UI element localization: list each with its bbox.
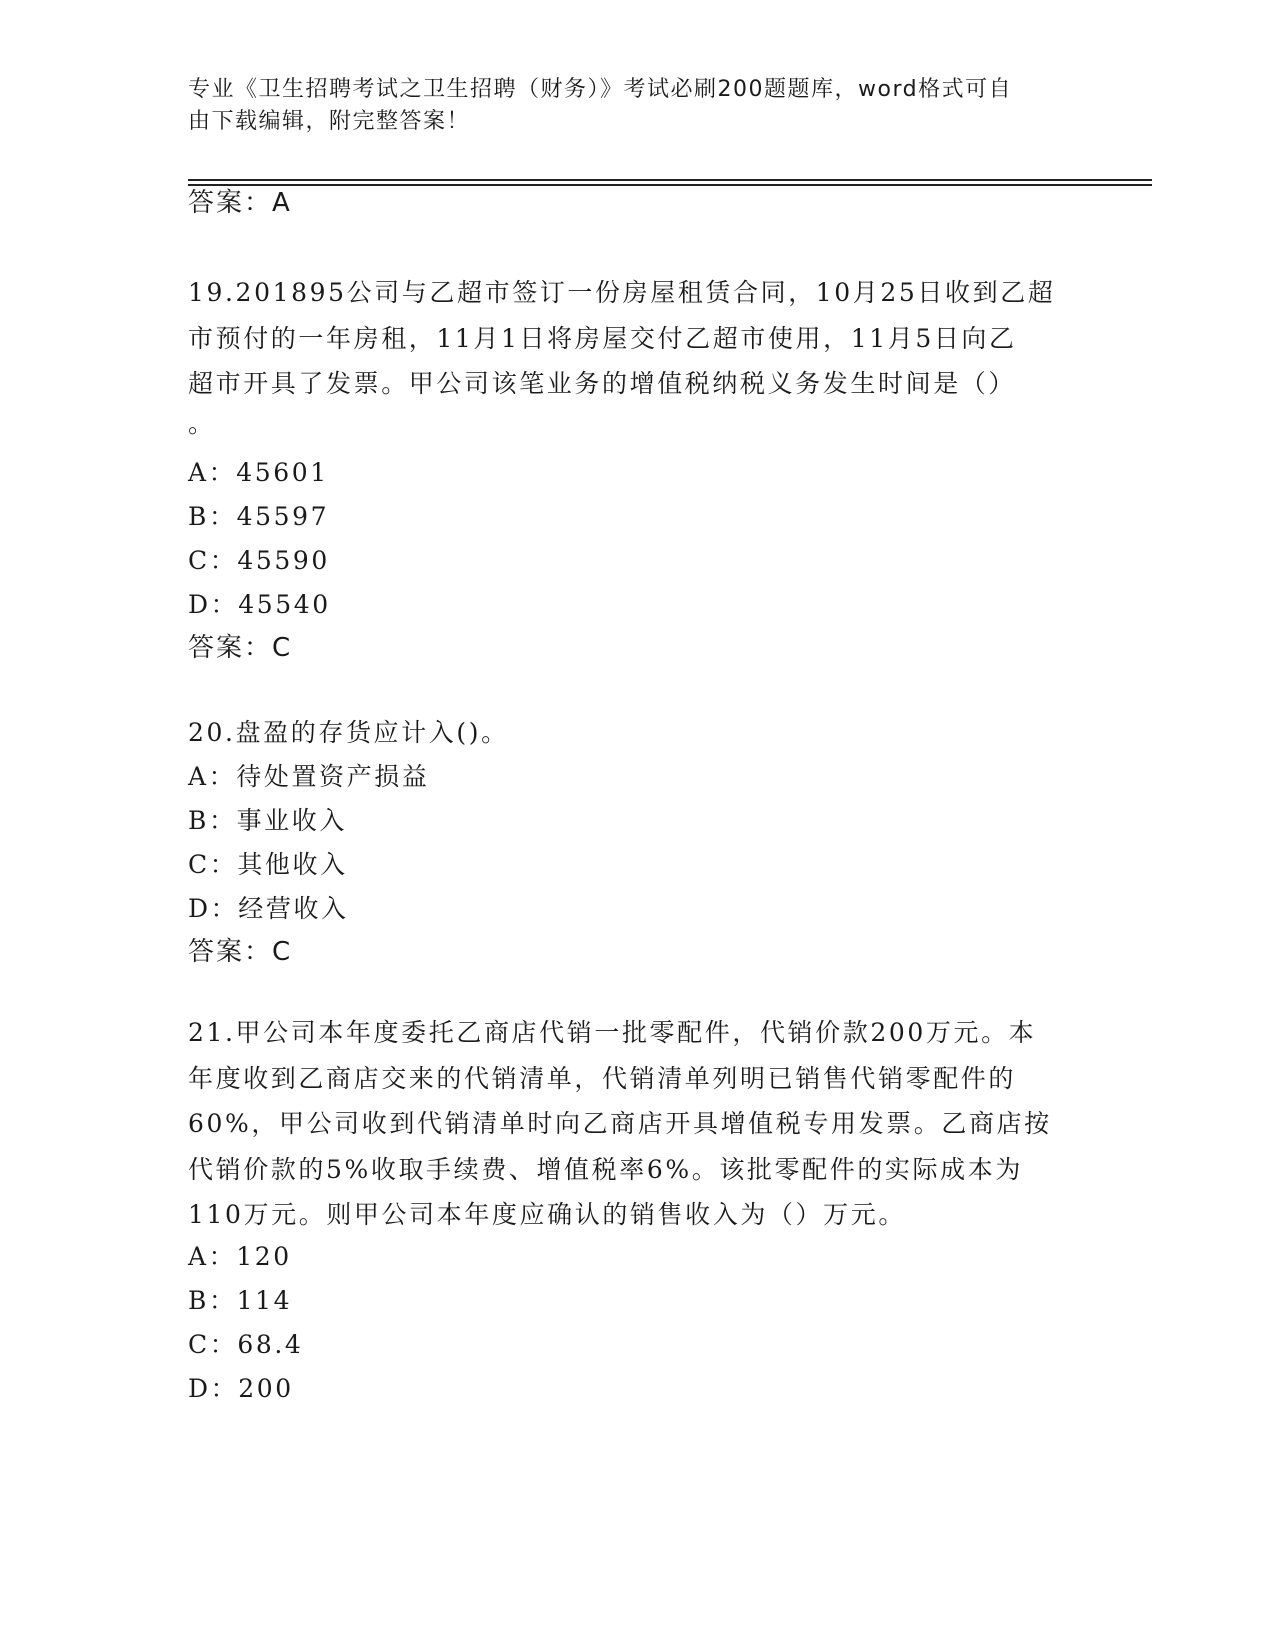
- question-text-line: 代销价款的5%收取手续费、增值税率6%。该批零配件的实际成本为: [188, 1154, 1023, 1184]
- question-text-line: 21.甲公司本年度委托乙商店代销一批零配件，代销价款200万元。本: [188, 1018, 1037, 1047]
- option-d: D：45540: [188, 590, 331, 619]
- question-text-line: 19.201895公司与乙超市签订一份房屋租赁合同，10月25日收到乙超: [188, 278, 1056, 307]
- answer-label: 答案：C: [188, 937, 293, 967]
- option-b: B：事业收入: [188, 806, 347, 835]
- question-text-line: 年度收到乙商店交来的代销清单，代销清单列明已销售代销零配件的: [188, 1063, 1017, 1093]
- answer-label: 答案：C: [188, 633, 293, 663]
- option-d: D：200: [188, 1374, 294, 1403]
- header-line: 由下载编辑，附完整答案！: [188, 109, 471, 134]
- question-text-line: 市预付的一年房租，11月1日将房屋交付乙超市使用，11月5日向乙: [188, 323, 1017, 353]
- header-divider: [188, 184, 1152, 186]
- option-b: B：114: [188, 1286, 293, 1315]
- option-c: C：45590: [188, 546, 330, 575]
- question-text-line: 。: [188, 408, 216, 438]
- option-d: D：经营收入: [188, 894, 349, 923]
- question-text-line: 110万元。则甲公司本年度应确认的销售收入为（）万元。: [188, 1200, 906, 1229]
- header-divider: [188, 179, 1152, 181]
- question-21: [188, 1010, 1078, 1238]
- question-19: [188, 270, 1078, 441]
- question-text-line: 超市开具了发票。甲公司该笔业务的增值税纳税义务发生时间是（）: [188, 369, 1017, 398]
- document-header: [188, 74, 1068, 138]
- question-text-line: 60%，甲公司收到代销清单时向乙商店开具增值税专用发票。乙商店按: [188, 1109, 1052, 1138]
- option-b: B：45597: [188, 502, 330, 531]
- option-a: A：45601: [188, 458, 329, 487]
- option-a: A：待处置资产损益: [188, 762, 430, 791]
- option-a: A：120: [188, 1242, 292, 1271]
- option-c: C：68.4: [188, 1330, 304, 1359]
- header-line: 专业《卫生招聘考试之卫生招聘（财务）》考试必刷200题题库，word格式可自: [188, 77, 1013, 102]
- option-c: C：其他收入: [188, 850, 348, 879]
- answer-label: 答案：A: [188, 188, 292, 218]
- question-20: 20.盘盈的存货应计入()。: [188, 718, 509, 747]
